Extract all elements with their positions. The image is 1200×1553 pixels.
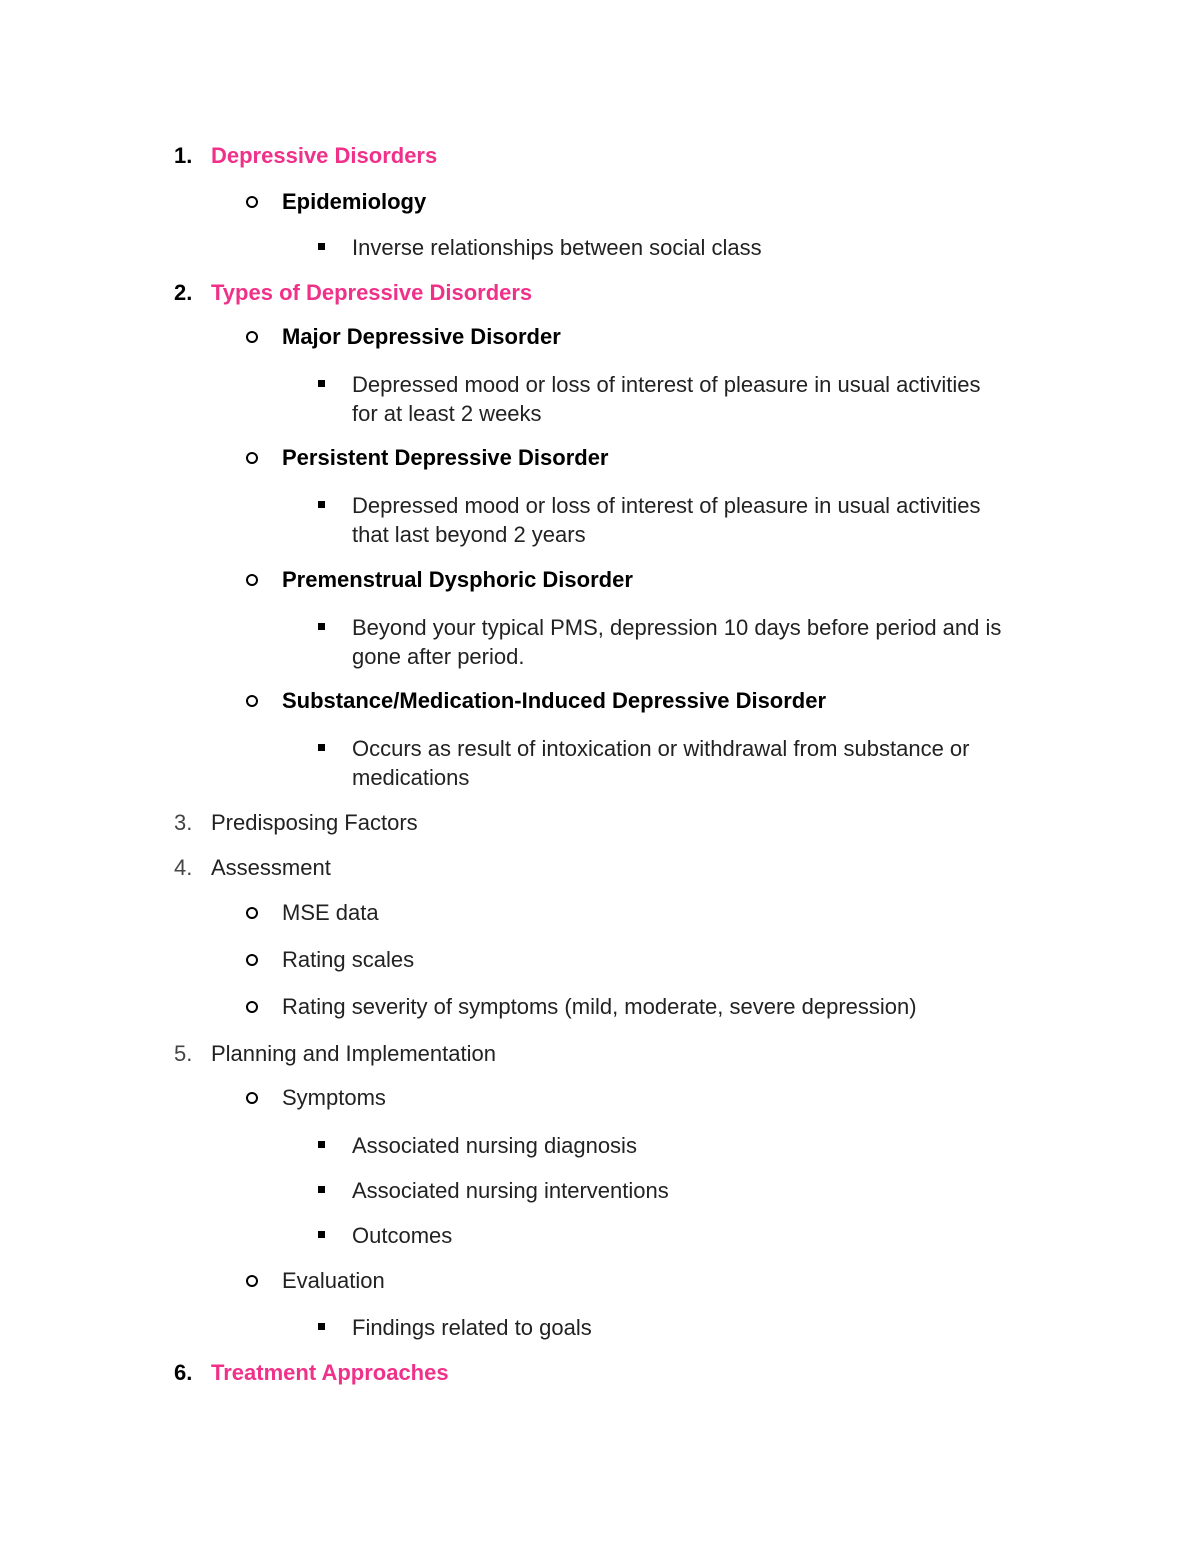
square-bullet-icon	[318, 501, 325, 508]
list-item-text: Inverse relationships between social class	[352, 235, 762, 260]
square-bullet-icon	[318, 380, 325, 387]
subheading-text: MSE data	[282, 900, 379, 925]
list-number: 5.	[174, 1041, 193, 1066]
list-item-text: Outcomes	[352, 1223, 453, 1248]
subheading-text: Epidemiology	[282, 189, 427, 214]
list-item-text: Associated nursing diagnosis	[352, 1133, 637, 1158]
section-title: Assessment	[211, 855, 331, 880]
hollow-circle-bullet-icon	[246, 331, 258, 343]
list-number: 4.	[174, 855, 193, 880]
section-title: Types of Depressive Disorders	[211, 280, 533, 305]
list-item-text: Depressed mood or loss of interest of pleasure in usual activities	[352, 493, 981, 518]
subheading-text: Persistent Depressive Disorder	[282, 445, 609, 470]
hollow-circle-bullet-icon	[246, 1275, 258, 1287]
section-title: Predisposing Factors	[211, 810, 418, 835]
list-item-text: Beyond your typical PMS, depression 10 days before period and is	[352, 615, 1002, 640]
list-number: 3.	[174, 810, 193, 835]
hollow-circle-bullet-icon	[246, 695, 258, 707]
section-title: Planning and Implementation	[211, 1041, 496, 1066]
hollow-circle-bullet-icon	[246, 1092, 258, 1104]
list-item-text: Findings related to goals	[352, 1315, 592, 1340]
subheading-text: Rating severity of symptoms (mild, moderate, severe depression)	[282, 994, 917, 1019]
square-bullet-icon	[318, 243, 325, 250]
hollow-circle-bullet-icon	[246, 574, 258, 586]
section-title: Depressive Disorders	[211, 143, 438, 168]
list-number: 1.	[174, 143, 193, 168]
section-title: Treatment Approaches	[211, 1360, 449, 1385]
list-item-text: that last beyond 2 years	[352, 522, 586, 547]
list-item-text: Occurs as result of intoxication or withdrawal from substance or	[352, 736, 970, 761]
subheading-text: Evaluation	[282, 1268, 385, 1293]
list-item-text: gone after period.	[352, 644, 525, 669]
hollow-circle-bullet-icon	[246, 1001, 258, 1013]
list-item-text: medications	[352, 765, 470, 790]
list-item-text: Associated nursing interventions	[352, 1178, 669, 1203]
list-item-text: for at least 2 weeks	[352, 401, 542, 426]
square-bullet-icon	[318, 623, 325, 630]
subheading-text: Symptoms	[282, 1085, 386, 1110]
subheading-text: Premenstrual Dysphoric Disorder	[282, 567, 633, 592]
square-bullet-icon	[318, 1323, 325, 1330]
square-bullet-icon	[318, 744, 325, 751]
subheading-text: Rating scales	[282, 947, 415, 972]
hollow-circle-bullet-icon	[246, 196, 258, 208]
hollow-circle-bullet-icon	[246, 452, 258, 464]
subheading-text: Major Depressive Disorder	[282, 324, 561, 349]
subheading-text: Substance/Medication-Induced Depressive Disorder	[282, 688, 827, 713]
hollow-circle-bullet-icon	[246, 954, 258, 966]
list-item-text: Depressed mood or loss of interest of pleasure in usual activities	[352, 372, 981, 397]
list-number: 6.	[174, 1360, 193, 1385]
square-bullet-icon	[318, 1231, 325, 1238]
square-bullet-icon	[318, 1141, 325, 1148]
hollow-circle-bullet-icon	[246, 907, 258, 919]
square-bullet-icon	[318, 1186, 325, 1193]
list-number: 2.	[174, 280, 193, 305]
